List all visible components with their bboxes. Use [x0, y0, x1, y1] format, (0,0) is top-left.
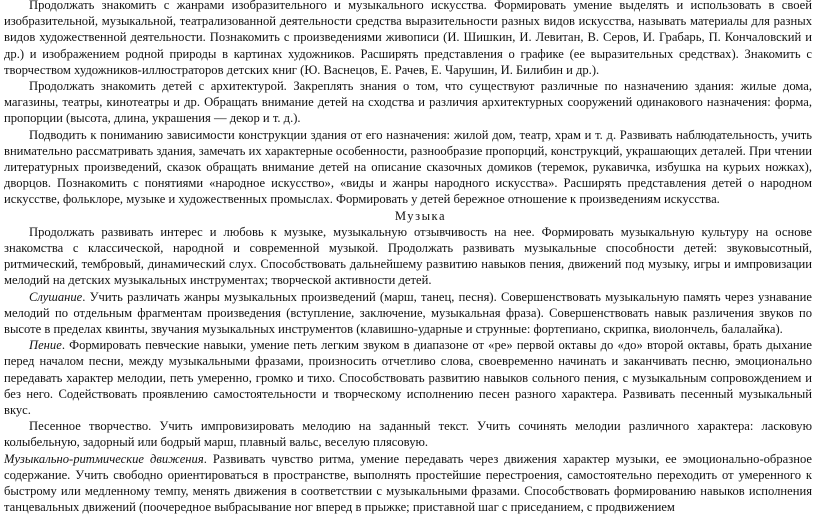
listening-label: Слушание [29, 289, 83, 304]
paragraph-rhythmic-movements [4, 451, 812, 516]
rhythmic-text: . Развивать чувство ритма, умение передавать через движения характер музыки, ее эмоционально-образное содержание. Учить свободно ориентироваться в пространстве, выполнять простейшие перестроения, самостоятельно переходить от умеренного к быстрому или медленному темпу, менять движения в соответствии с музыкальными фразами. Способствовать формированию навыков исполнения танцевальных движений (поочередное выбрасывание ног вперед в прыжке; приставной шаг с приседанием, с продвижением [4, 451, 812, 515]
paragraph-song-creativity: Песенное творчество. Учить импровизировать мелодию на заданный текст. Учить сочинять мелодии различного характера: ласковую колыбельную, задорный или бодрый марш, плавный вальс, веселую плясовую. [4, 419, 812, 450]
rhythmic-label: Музыкально-ритмические движения [4, 451, 204, 466]
listening-text: . Учить различать жанры музыкальных произведений (марш, танец, песня). Совершенствовать музыкальную память через узнавание мелодий по отдельным фрагментам произведения (вступление, заключение, музыкальная фраза). Совершенствовать навык различения звуков по высоте в пределах квинты, звучания музыкальных инструментов (клавишно-ударные и струнные: фортепиано, скрипка, виолончель, балалайка). [4, 289, 812, 337]
paragraph-art-genres: Продолжать знакомить с жанрами изобразительного и музыкального искусства. Формировать умение выделять и использовать в своей изобразительной, музыкальной, театрализованной деятельности средства выразительности разных видов искусства, называть материалы для разных видов художественной деятельности. Познакомить с произведениями живописи (И. Шишкин, И. Левитан, В. Серов, И. Грабарь, П. Кончаловский и др.) и изображением родной природы в картинах художников. Расширять представления о графике (ее выразительных средствах). Знакомить с творчеством художников-иллюстраторов детских книг (Ю. Васнецов, Е. Рачев, Е. Чарушин, И. Билибин и др.). [4, 0, 812, 77]
singing-text: . Формировать певческие навыки, умение петь легким звуком в диапазоне от «ре» первой октавы до «до» второй октавы, брать дыхание перед началом песни, между музыкальными фразами, произносить отчетливо слова, своевременно начинать и заканчивать песню, эмоционально передавать характер мелодии, петь умеренно, громко и тихо. Способствовать развитию навыков сольного пения, с музыкальным сопровождением и без него. Содействовать проявлению самостоятельности и творческому исполнению песен разного характера. Развивать песенный музыкальный вкус. [4, 338, 812, 418]
paragraph-building-construction: Подводить к пониманию зависимости конструкции здания от его назначения: жилой дом, театр, храм и т. д. Развивать наблюдательность, учить внимательно рассматривать здания, замечать их характерные особенности, разнообразие пропорций, конструкций, украшающих деталей. При чтении литературных произведений, сказок обращать внимание детей на описание сказочных домиков (теремок, рукавичка, избушка на курьих ножках), дворцов. Познакомить с понятиями «народное искусство», «виды и жанры народного искусства». Расширять представления детей о народном искусстве, фольклоре, музыке и художественных промыслах. Формировать у детей бережное отношение к произведениям искусства. [4, 127, 812, 207]
paragraph-listening [4, 289, 812, 338]
singing-label: Пение [29, 338, 62, 353]
paragraph-architecture: Продолжать знакомить детей с архитектурой. Закреплять знания о том, что существуют различные по назначению здания: жилые дома, магазины, театры, кинотеатры и др. Обращать внимание детей на сходства и различия архитектурных сооружений одинакового назначения: форма, пропорции (высота, длина, украшения — декор и т. д.). [4, 79, 812, 126]
paragraph-music-intro: Продолжать развивать интерес и любовь к музыке, музыкальную отзывчивость на нее. Формировать музыкальную культуру на основе знакомства с классической, народной и современной музыкой. Продолжать развивать музыкальные способности детей: звуковысотный, ритмический, тембровый, динамический слух. Способствовать дальнейшему развитию навыков пения, движений под музыку, игры и импровизации мелодий на детских музыкальных инструментах; творческой активности детей. [4, 224, 812, 288]
section-title-music: Музыка [394, 208, 447, 223]
paragraph-singing [4, 337, 812, 418]
